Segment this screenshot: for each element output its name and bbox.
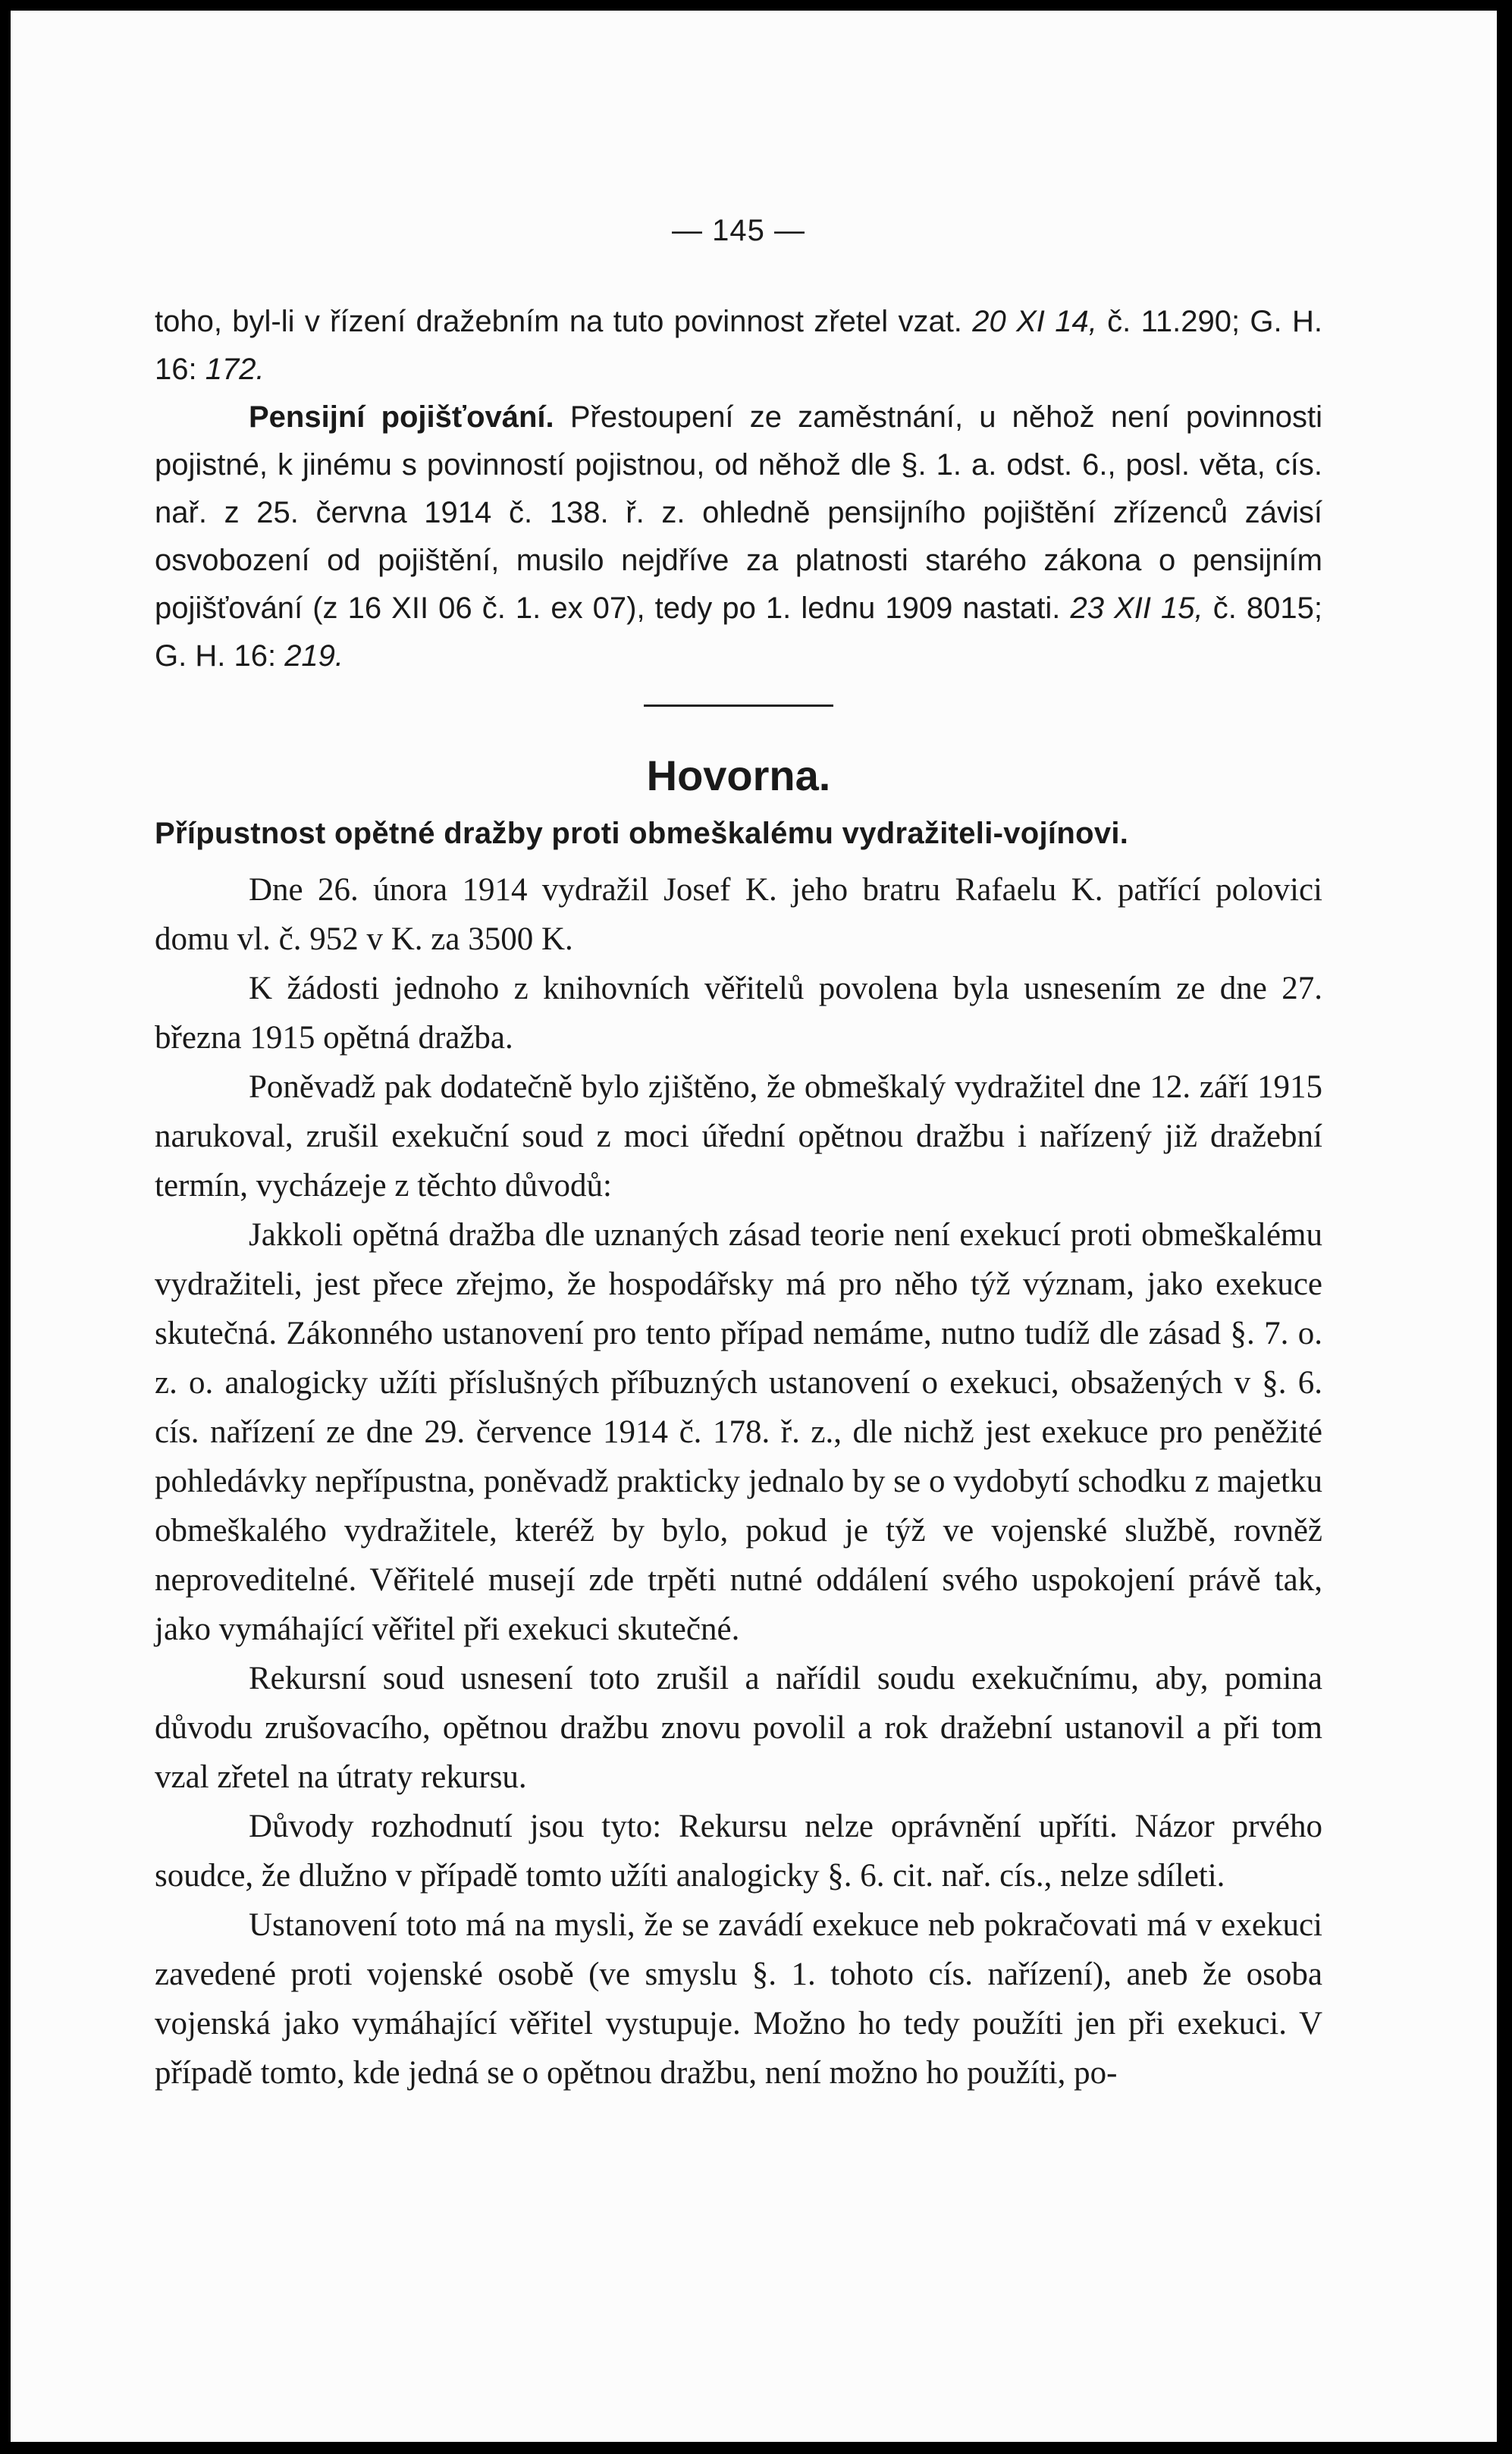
page-number: — 145 — — [672, 214, 805, 247]
body-paragraph: Jakkoli opětná dražba dle uznaných zásad teorie není exekucí proti obmeškalému vydražiteli, jest přece zřejmo, že hospodářsky má pro něho týž význam, jako exekuce skutečná. Zákonného ustanovení pro tento případ nemáme, nutno tudíž dle zásad §. 7. o. z. o. analogicky užíti příslušných příbuzných ustanovení o exekuci, obsažených v §. 6. cís. nařízení ze dne 29. července 1914 č. 178. ř. z., dle nichž jest exekuce pro peněžité pohledávky nepřípustna, poněvadž prakticky jednalo by se o vydobytí schodku z majetku obmeškalého vydražitele, kteréž by bylo, pokud je týž ve vojenské službě, rovněž neproveditelné. Věřitelé musejí zde trpěti nutné oddálení svého uspokojení právě tak, jako vymáhající věřitel při exekuci skutečné. — [155, 1217, 1322, 1647]
body-paragraph: Poněvadž pak dodatečně bylo zjištěno, že obmeškalý vydražitel dne 12. září 1915 narukoval, zrušil exekuční soud z moci úřední opětnou dražbu i nařízený již dražební termín, vycházeje z těchto důvodů: — [155, 1069, 1322, 1203]
section-subtitle: Přípustnost opětné dražby proti obmeškalému vydražiteli-vojínovi. — [155, 817, 1129, 850]
page-content — [155, 214, 1322, 2098]
page — [11, 11, 1497, 2442]
body-paragraph: Ustanovení toto má na mysli, že se zavádí exekuce neb pokračovati má v exekuci zavedené proti vojenské osobě (ve smyslu §. 1. tohoto cís. nařízení), aneb že osoba vojenská jako vymáhající věřitel vystupuje. Možno ho tedy použíti jen při exekuci. V případě tomto, kde jedná se o opětnou dražbu, není možno ho použíti, po- — [155, 1907, 1322, 2091]
intro-continuation-paragraph — [155, 298, 1322, 394]
citation-date: 23 XII 15, — [1070, 592, 1203, 625]
body-paragraph: Důvody rozhodnutí jsou tyto: Rekursu nelze oprávnění upříti. Názor prvého soudce, že dlužno v případě tomto užíti analogicky §. 6. cit. nař. cís., nelze sdíleti. — [155, 1809, 1322, 1894]
continuation-text: toho, byl-li v řízení dražebním na tuto povinnost zřetel vzat. — [155, 305, 962, 338]
citation-number: 219. — [284, 639, 344, 673]
citation-number: 172. — [205, 353, 265, 386]
citation-date: 20 XI 14, — [972, 305, 1097, 338]
citation-reference: č. 8015; G. H. 16: — [155, 592, 1323, 673]
pension-text: Přestoupení ze zaměstnání, u něhož není povinnosti pojistné, k jinému s povinností pojistnou, od něhož dle §. 1. a. odst. 6., posl. věta, cís. nař. z 25. června 1914 č. 138. ř. z. ohledně pensijního pojištění zřízenců závisí osvobození od pojištění, musilo nejdříve za platnosti starého zákona o pensijním pojišťování (z 16 XII 06 č. 1. ex 07), tedy po 1. lednu 1909 nastati. — [155, 400, 1322, 625]
pension-heading: Pensijní pojišťování. — [249, 400, 554, 434]
body-paragraph: K žádosti jednoho z knihovních věřitelů povolena byla usnesením ze dne 27. března 1915 opětná dražba. — [155, 971, 1322, 1056]
section-divider — [644, 705, 833, 707]
section-title: Hovorna. — [646, 752, 831, 799]
body-paragraph: Dne 26. února 1914 vydražil Josef K. jeho bratru Rafaelu K. patřící polovici domu vl. č. 952 v K. za 3500 K. — [155, 872, 1322, 957]
pension-paragraph — [155, 394, 1322, 680]
body-paragraph: Rekursní soud usnesení toto zrušil a nařídil soudu exekučnímu, aby, pomina důvodu zrušovacího, opětnou dražbu znovu povolil a rok dražební ustanovil a při tom vzal zřetel na útraty rekursu. — [155, 1661, 1322, 1795]
citation-reference: č. 11.290; G. H. 16: — [155, 305, 1322, 386]
